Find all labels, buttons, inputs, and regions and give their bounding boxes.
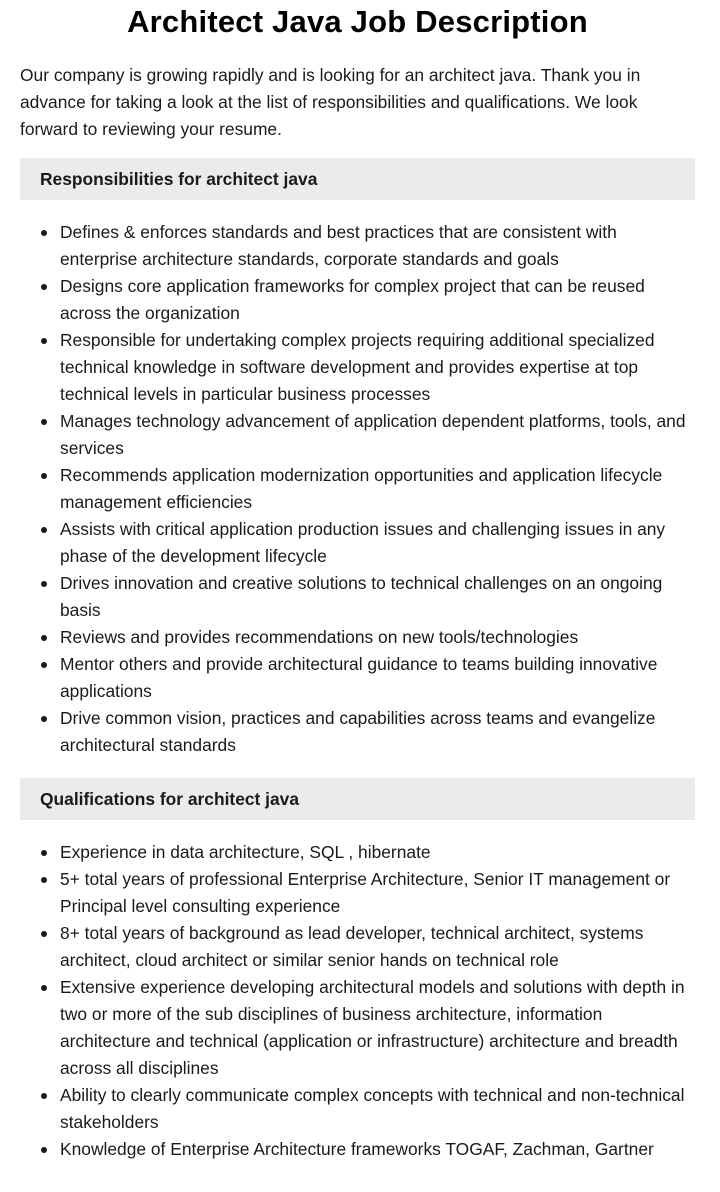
list-item: [60, 570, 695, 624]
bullet-icon: [41, 230, 47, 236]
list-item-text: Assists with critical application production issues and challenging issues in any phase of the development lifecycle: [60, 519, 666, 566]
list-item-text: Extensive experience developing architectural models and solutions with depth in two or more of the sub disciplines of business architecture, information architecture and technical (application or infrastructure) architecture and breadth across all disciplines: [60, 977, 685, 1078]
list-item-text: Drive common vision, practices and capabilities across teams and evangelize architectural standards: [60, 708, 656, 755]
list-item: [60, 1082, 695, 1136]
qualifications-heading: Qualifications for architect java: [20, 778, 695, 820]
list-item: [60, 651, 695, 705]
list-item: [60, 219, 695, 273]
bullet-icon: [41, 716, 47, 722]
bullet-icon: [41, 635, 47, 641]
list-item: [60, 462, 695, 516]
bullet-icon: [41, 662, 47, 668]
bullet-icon: [41, 877, 47, 883]
list-item: [60, 408, 695, 462]
list-item-text: 8+ total years of background as lead developer, technical architect, systems architect, cloud architect or similar senior hands on technical role: [60, 923, 644, 970]
list-item-text: Defines & enforces standards and best practices that are consistent with enterprise architecture standards, corporate standards and goals: [60, 222, 617, 269]
page-title: Architect Java Job Description: [127, 4, 588, 39]
list-item-text: Reviews and provides recommendations on new tools/technologies: [60, 627, 579, 647]
bullet-icon: [41, 850, 47, 856]
bullet-icon: [41, 284, 47, 290]
list-item-text: Drives innovation and creative solutions to technical challenges on an ongoing basis: [60, 573, 663, 620]
list-item: [60, 839, 695, 866]
list-item: [60, 327, 695, 408]
list-item: [60, 866, 695, 920]
list-item-text: Recommends application modernization opportunities and application lifecycle management efficiencies: [60, 465, 663, 512]
list-item: [60, 273, 695, 327]
intro-paragraph: Our company is growing rapidly and is looking for an architect java. Thank you in advance for taking a look at the list of responsibilities and qualifications. We look forward to reviewing your resume.: [20, 65, 641, 139]
bullet-icon: [41, 338, 47, 344]
list-item-text: Responsible for undertaking complex projects requiring additional specialized technical knowledge in software development and provides expertise at top technical levels in particular business processes: [60, 330, 655, 404]
list-item: [60, 705, 695, 759]
bullet-icon: [41, 1093, 47, 1099]
list-item: [60, 624, 695, 651]
list-item-text: Knowledge of Enterprise Architecture frameworks TOGAF, Zachman, Gartner: [60, 1139, 654, 1159]
list-item-text: 5+ total years of professional Enterprise Architecture, Senior IT management or Principal level consulting experience: [60, 869, 671, 916]
bullet-icon: [41, 419, 47, 425]
qualifications-list: [20, 839, 695, 1163]
bullet-icon: [41, 985, 47, 991]
bullet-icon: [41, 473, 47, 479]
list-item-text: Ability to clearly communicate complex concepts with technical and non-technical stakeholders: [60, 1085, 685, 1132]
list-item-text: Mentor others and provide architectural guidance to teams building innovative applications: [60, 654, 658, 701]
bullet-icon: [41, 931, 47, 937]
list-item: [60, 516, 695, 570]
list-item: [60, 974, 695, 1082]
bullet-icon: [41, 581, 47, 587]
responsibilities-heading: Responsibilities for architect java: [20, 158, 695, 200]
list-item-text: Experience in data architecture, SQL , hibernate: [60, 842, 431, 862]
list-item: [60, 920, 695, 974]
bullet-icon: [41, 1147, 47, 1153]
responsibilities-list: [20, 219, 695, 759]
list-item: [60, 1136, 695, 1163]
bullet-icon: [41, 527, 47, 533]
list-item-text: Manages technology advancement of application dependent platforms, tools, and services: [60, 411, 686, 458]
list-item-text: Designs core application frameworks for complex project that can be reused across the organization: [60, 276, 645, 323]
